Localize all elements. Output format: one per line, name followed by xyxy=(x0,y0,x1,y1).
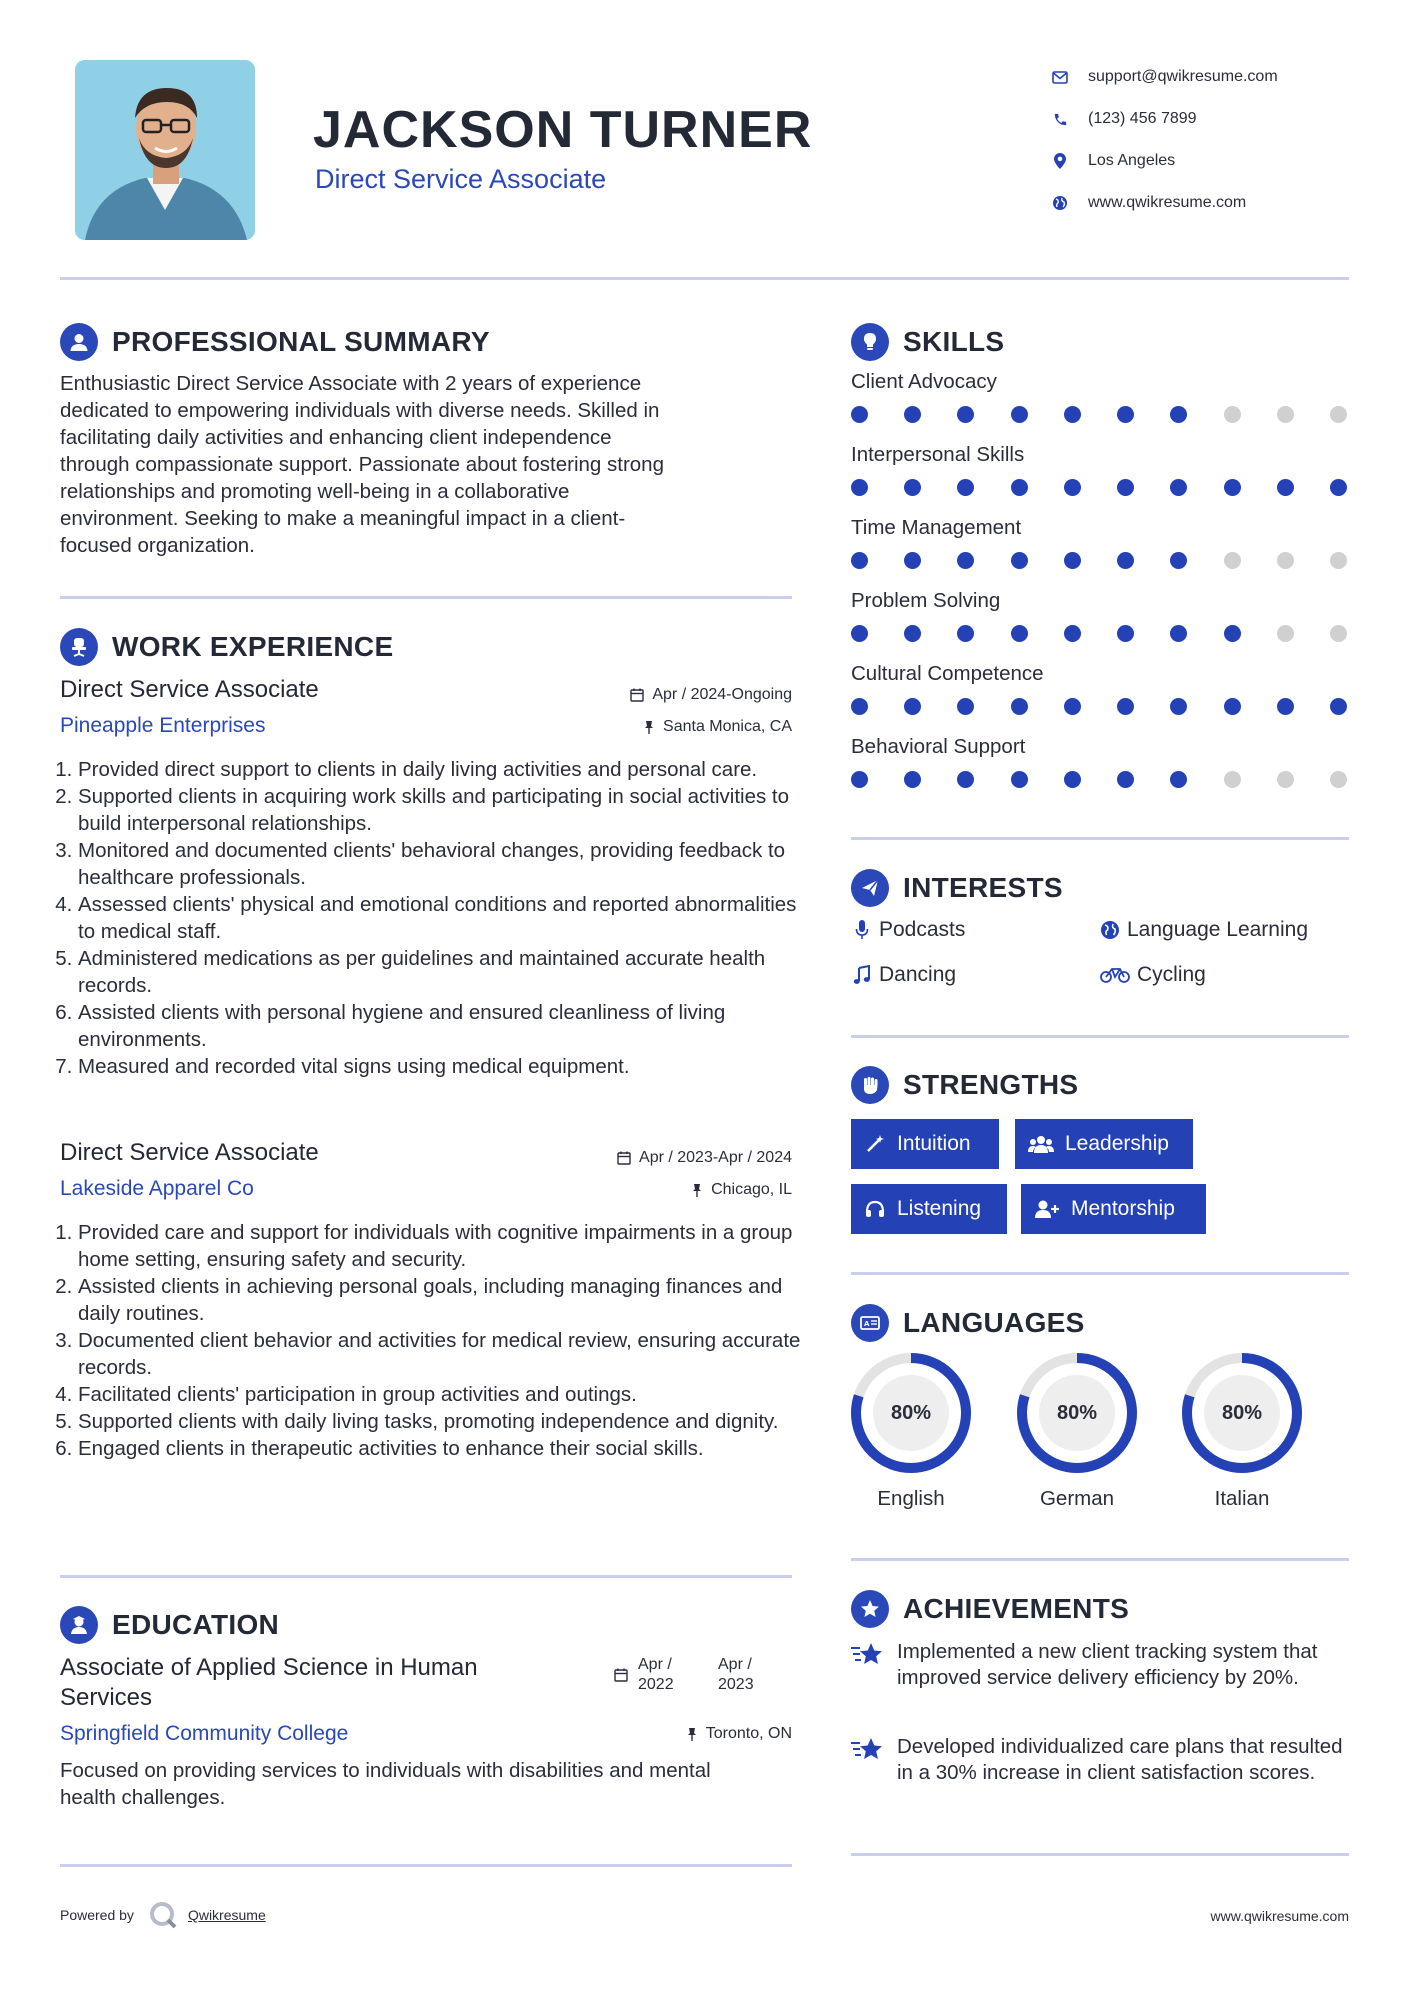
job-location xyxy=(500,718,792,736)
rating-dot-filled xyxy=(851,479,868,496)
summary-line: environment. Seeking to make a meaningful impact in a client- xyxy=(60,507,626,530)
skills-list xyxy=(851,370,1347,808)
skill-name: Interpersonal Skills xyxy=(851,443,1025,466)
work-divider xyxy=(60,1575,792,1578)
rating-dot-filled xyxy=(1011,625,1028,642)
strength-tag-mentorship xyxy=(1021,1184,1206,1234)
rating-dot-empty xyxy=(1277,552,1294,569)
paper-plane-icon xyxy=(851,869,889,907)
end-year: 2023 xyxy=(718,1676,754,1693)
summary-line: facilitating daily activities and enhancing client independence xyxy=(60,426,612,449)
skill-name: Problem Solving xyxy=(851,589,1001,612)
strength-tag-leadership xyxy=(1015,1119,1193,1169)
rating-dot-filled xyxy=(851,771,868,788)
language-percent: 80% xyxy=(890,1401,932,1424)
achievements-divider xyxy=(851,1853,1349,1856)
degree-line: Associate of Applied Science in Human xyxy=(60,1654,478,1681)
rating-dot-filled xyxy=(1277,698,1294,715)
rating-dot-filled xyxy=(1170,479,1187,496)
rating-dot-filled xyxy=(1170,406,1187,423)
strength-label: Intuition xyxy=(897,1132,971,1155)
rating-dot-filled xyxy=(1170,625,1187,642)
rating-dot-filled xyxy=(1117,698,1134,715)
rating-dot-filled xyxy=(1170,771,1187,788)
contact-phone-text: (123) 456 7899 xyxy=(1088,110,1197,127)
rating-dot-filled xyxy=(1117,771,1134,788)
start-month: Apr / xyxy=(638,1656,672,1673)
language-name: German xyxy=(1039,1487,1115,1510)
achievement-text: Developed individualized care plans that resulted in a 30% increase in client satisfaction scores. xyxy=(897,1735,1343,1784)
rating-dot-filled xyxy=(1117,625,1134,642)
contact-block xyxy=(1050,56,1278,224)
users-icon xyxy=(1027,1132,1055,1156)
job-dates xyxy=(500,1149,792,1167)
star-icon xyxy=(851,1736,887,1769)
rating-dot-filled xyxy=(1224,698,1241,715)
contact-phone[interactable] xyxy=(1050,98,1278,140)
rating-dot-empty xyxy=(1224,771,1241,788)
phone-icon xyxy=(1050,109,1070,129)
qwikresume-logo-icon xyxy=(148,1900,178,1930)
interests-heading: INTERESTS xyxy=(903,872,1063,903)
lightbulb-icon xyxy=(851,323,889,361)
skill-rating xyxy=(851,552,1347,569)
rating-dot-empty xyxy=(1330,771,1347,788)
education-start xyxy=(638,1655,706,1695)
interest-label: Podcasts xyxy=(879,918,966,941)
rating-dot-filled xyxy=(851,625,868,642)
language-progress-ring xyxy=(849,1351,973,1475)
rating-dot-filled xyxy=(904,625,921,642)
job-dates-text: Apr / 2024-Ongoing xyxy=(652,686,792,703)
user-icon xyxy=(60,323,98,361)
rating-dot-filled xyxy=(1064,479,1081,496)
rating-dot-filled xyxy=(957,406,974,423)
strength-label: Mentorship xyxy=(1071,1197,1175,1220)
rating-dot-filled xyxy=(851,406,868,423)
rating-dot-empty xyxy=(1277,406,1294,423)
rating-dot-filled xyxy=(904,406,921,423)
rating-dot-filled xyxy=(1170,698,1187,715)
list-item: 7. Measured and recorded vital signs using medical equipment. xyxy=(78,1053,818,1080)
language-percent: 80% xyxy=(1056,1401,1098,1424)
skill-item xyxy=(851,735,1347,808)
language-name: Italian xyxy=(1214,1487,1270,1510)
skill-rating xyxy=(851,479,1347,496)
rating-dot-filled xyxy=(904,698,921,715)
degree-line: Services xyxy=(60,1684,153,1711)
degree-title xyxy=(60,1653,478,1713)
language-progress-ring xyxy=(1015,1351,1139,1475)
skill-item xyxy=(851,589,1347,662)
list-item: 2. Assisted clients in achieving personal goals, including managing finances and daily routines. xyxy=(78,1273,818,1327)
skill-name: Cultural Competence xyxy=(851,662,1044,685)
languages-divider xyxy=(851,1558,1349,1561)
summary-divider xyxy=(60,596,792,599)
education-dates xyxy=(614,1655,778,1695)
rating-dot-filled xyxy=(957,771,974,788)
summary-header xyxy=(60,323,490,361)
interest-cycling xyxy=(1099,963,1206,987)
rating-dot-filled xyxy=(957,479,974,496)
interest-dancing xyxy=(851,963,956,987)
rating-dot-filled xyxy=(957,625,974,642)
interest-label: Cycling xyxy=(1137,963,1206,986)
summary-line: dedicated to empowering individuals with diverse needs. Skilled in xyxy=(60,399,660,422)
skill-item xyxy=(851,443,1347,516)
list-item: 4. Assessed clients' physical and emotional conditions and reported abnormalities to medical staff. xyxy=(78,891,818,945)
skill-name: Client Advocacy xyxy=(851,370,997,393)
language-icon xyxy=(851,1304,889,1342)
interest-label: Dancing xyxy=(879,963,957,986)
start-year: 2022 xyxy=(638,1676,674,1693)
rating-dot-filled xyxy=(1011,552,1028,569)
skill-rating xyxy=(851,406,1347,423)
achievement-item xyxy=(851,1639,1351,1691)
job-company: Pineapple Enterprises xyxy=(60,714,266,737)
summary-line: relationships and promoting well-being in a collaborative xyxy=(60,480,570,503)
footer-branding xyxy=(60,1900,266,1930)
job-title: Direct Service Associate xyxy=(60,676,319,703)
interest-podcasts xyxy=(851,918,965,942)
footer-website[interactable]: www.qwikresume.com xyxy=(1210,1908,1349,1924)
rating-dot-filled xyxy=(1064,552,1081,569)
list-item: 1. Provided direct support to clients in daily living activities and personal care. xyxy=(78,756,818,783)
star-badge-icon xyxy=(851,1590,889,1628)
rating-dot-filled xyxy=(1064,698,1081,715)
strength-tag-intuition xyxy=(851,1119,999,1169)
list-item: 4. Facilitated clients' participation in group activities and outings. xyxy=(78,1381,818,1408)
list-item: 5. Administered medications as per guidelines and maintained accurate health records. xyxy=(78,945,818,999)
list-item: 2. Supported clients in acquiring work skills and participating in social activities to build interpersonal relationships. xyxy=(78,783,818,837)
interests-divider xyxy=(851,1035,1349,1038)
music-note-icon xyxy=(851,964,873,986)
magic-wand-icon xyxy=(863,1132,887,1156)
strength-label: Listening xyxy=(897,1197,982,1220)
education-location xyxy=(500,1725,792,1743)
contact-location-text: Los Angeles xyxy=(1088,152,1176,169)
rating-dot-empty xyxy=(1224,406,1241,423)
rating-dot-filled xyxy=(1064,406,1081,423)
job-company: Lakeside Apparel Co xyxy=(60,1177,254,1200)
rating-dot-filled xyxy=(1330,479,1347,496)
achievement-text: Implemented a new client tracking system that improved service delivery efficiency by 20%. xyxy=(897,1640,1318,1689)
bicycle-icon xyxy=(1099,964,1131,986)
job-duties-list xyxy=(60,756,818,1080)
star-icon xyxy=(851,1641,887,1674)
calendar-icon xyxy=(617,1151,631,1165)
language-progress-ring xyxy=(1180,1351,1304,1475)
list-item: 6. Assisted clients with personal hygiene and ensured cleanliness of living environments. xyxy=(78,999,818,1053)
interest-label: Language Learning xyxy=(1127,918,1309,941)
contact-email[interactable] xyxy=(1050,56,1278,98)
summary-heading: PROFESSIONAL SUMMARY xyxy=(112,326,490,357)
skills-divider xyxy=(851,837,1349,840)
job-dates xyxy=(500,686,792,704)
list-item: 5. Supported clients with daily living tasks, promoting independence and dignity. xyxy=(78,1408,818,1435)
pushpin-icon xyxy=(686,1727,698,1741)
rating-dot-filled xyxy=(1011,698,1028,715)
skill-rating xyxy=(851,771,1347,788)
education-location-text: Toronto, ON xyxy=(705,1725,792,1742)
map-pin-icon xyxy=(1050,151,1070,171)
rating-dot-empty xyxy=(1277,625,1294,642)
candidate-name: JACKSON TURNER xyxy=(313,101,813,159)
rating-dot-filled xyxy=(1224,625,1241,642)
skills-header xyxy=(851,323,1004,361)
education-description: Focused on providing services to individuals with disabilities and mental health challenges. xyxy=(60,1759,711,1809)
job-location-text: Santa Monica, CA xyxy=(663,718,792,735)
rating-dot-empty xyxy=(1330,406,1347,423)
language-name: English xyxy=(877,1487,945,1510)
language-percent: 80% xyxy=(1221,1401,1263,1424)
contact-website-text: www.qwikresume.com xyxy=(1088,194,1247,211)
work-header xyxy=(60,628,393,666)
list-item: 6. Engaged clients in therapeutic activities to enhance their social skills. xyxy=(78,1435,818,1462)
achievement-item xyxy=(851,1734,1351,1786)
skill-item xyxy=(851,516,1347,589)
user-plus-icon xyxy=(1033,1197,1061,1221)
list-item: 3. Documented client behavior and activities for medical review, ensuring accurate records. xyxy=(78,1327,818,1381)
summary-text xyxy=(60,370,800,559)
rating-dot-filled xyxy=(957,552,974,569)
summary-line: focused organization. xyxy=(60,534,255,557)
achievements-header xyxy=(851,1590,1129,1628)
skills-heading: SKILLS xyxy=(903,326,1005,357)
rating-dot-filled xyxy=(904,552,921,569)
header-divider xyxy=(60,277,1349,280)
microphone-icon xyxy=(851,919,873,941)
rating-dot-empty xyxy=(1277,771,1294,788)
summary-line: through compassionate support. Passionate about fostering strong xyxy=(60,453,664,476)
rating-dot-filled xyxy=(1117,552,1134,569)
job-duties-list xyxy=(60,1219,818,1462)
education-divider xyxy=(60,1864,792,1867)
headphones-icon xyxy=(863,1197,887,1221)
list-item: 1. Provided care and support for individuals with cognitive impairments in a group home setting, ensuring safety and security. xyxy=(78,1219,818,1273)
rating-dot-filled xyxy=(851,698,868,715)
rating-dot-filled xyxy=(1064,625,1081,642)
rating-dot-filled xyxy=(957,698,974,715)
list-item: 3. Monitored and documented clients' behavioral changes, providing feedback to healthcare professionals. xyxy=(78,837,818,891)
languages-header xyxy=(851,1304,1085,1342)
graduate-icon xyxy=(60,1606,98,1644)
globe-icon xyxy=(1099,919,1121,941)
rating-dot-filled xyxy=(1224,479,1241,496)
rating-dot-filled xyxy=(904,479,921,496)
office-chair-icon xyxy=(60,628,98,666)
job-dates-text: Apr / 2023-Apr / 2024 xyxy=(639,1149,792,1166)
skill-rating xyxy=(851,625,1347,642)
powered-by-text: Powered by xyxy=(60,1907,134,1923)
skill-rating xyxy=(851,698,1347,715)
interest-language-learning xyxy=(1099,918,1308,942)
rating-dot-filled xyxy=(1011,479,1028,496)
skill-item xyxy=(851,370,1347,443)
rating-dot-empty xyxy=(1224,552,1241,569)
strengths-header xyxy=(851,1066,1078,1104)
contact-website[interactable] xyxy=(1050,182,1278,224)
rating-dot-filled xyxy=(1117,406,1134,423)
education-header xyxy=(60,1606,279,1644)
calendar-icon xyxy=(630,688,644,702)
skill-item xyxy=(851,662,1347,735)
interests-header xyxy=(851,869,1063,907)
rating-dot-filled xyxy=(1117,479,1134,496)
education-end xyxy=(718,1655,778,1695)
brand-link[interactable]: Qwikresume xyxy=(187,1907,266,1923)
rating-dot-filled xyxy=(1064,771,1081,788)
rating-dot-filled xyxy=(1011,406,1028,423)
end-month: Apr / xyxy=(718,1656,752,1673)
contact-location xyxy=(1050,140,1278,182)
rating-dot-filled xyxy=(1277,479,1294,496)
achievements-heading: ACHIEVEMENTS xyxy=(903,1593,1130,1624)
rating-dot-filled xyxy=(904,771,921,788)
job-title: Direct Service Associate xyxy=(60,1139,319,1166)
languages-heading: LANGUAGES xyxy=(903,1307,1085,1338)
work-heading: WORK EXPERIENCE xyxy=(112,631,394,662)
job-location-text: Chicago, IL xyxy=(711,1181,792,1198)
strengths-heading: STRENGTHS xyxy=(903,1069,1079,1100)
summary-line: Enthusiastic Direct Service Associate with 2 years of experience xyxy=(60,372,642,395)
rating-dot-filled xyxy=(851,552,868,569)
language-item xyxy=(849,1351,973,1511)
strengths-divider xyxy=(851,1272,1349,1275)
pushpin-icon xyxy=(643,720,655,734)
contact-email-text: support@qwikresume.com xyxy=(1088,68,1278,85)
pushpin-icon xyxy=(691,1183,703,1197)
school-name: Springfield Community College xyxy=(60,1722,349,1745)
rating-dot-filled xyxy=(1330,698,1347,715)
skill-name: Time Management xyxy=(851,516,1022,539)
strength-tag-listening xyxy=(851,1184,1007,1234)
rating-dot-empty xyxy=(1330,552,1347,569)
fist-icon xyxy=(851,1066,889,1104)
calendar-icon xyxy=(614,1668,628,1682)
envelope-icon xyxy=(1050,67,1070,87)
rating-dot-filled xyxy=(1170,552,1187,569)
job-location xyxy=(500,1181,792,1199)
rating-dot-filled xyxy=(1011,771,1028,788)
language-item xyxy=(1015,1351,1139,1511)
candidate-title: Direct Service Associate xyxy=(315,164,607,194)
skill-name: Behavioral Support xyxy=(851,735,1026,758)
language-item xyxy=(1180,1351,1304,1511)
education-heading: EDUCATION xyxy=(112,1609,280,1640)
svg-text:A: A xyxy=(864,1320,870,1328)
rating-dot-empty xyxy=(1330,625,1347,642)
profile-photo xyxy=(75,60,255,240)
strength-label: Leadership xyxy=(1065,1132,1169,1155)
globe-icon xyxy=(1050,193,1070,213)
